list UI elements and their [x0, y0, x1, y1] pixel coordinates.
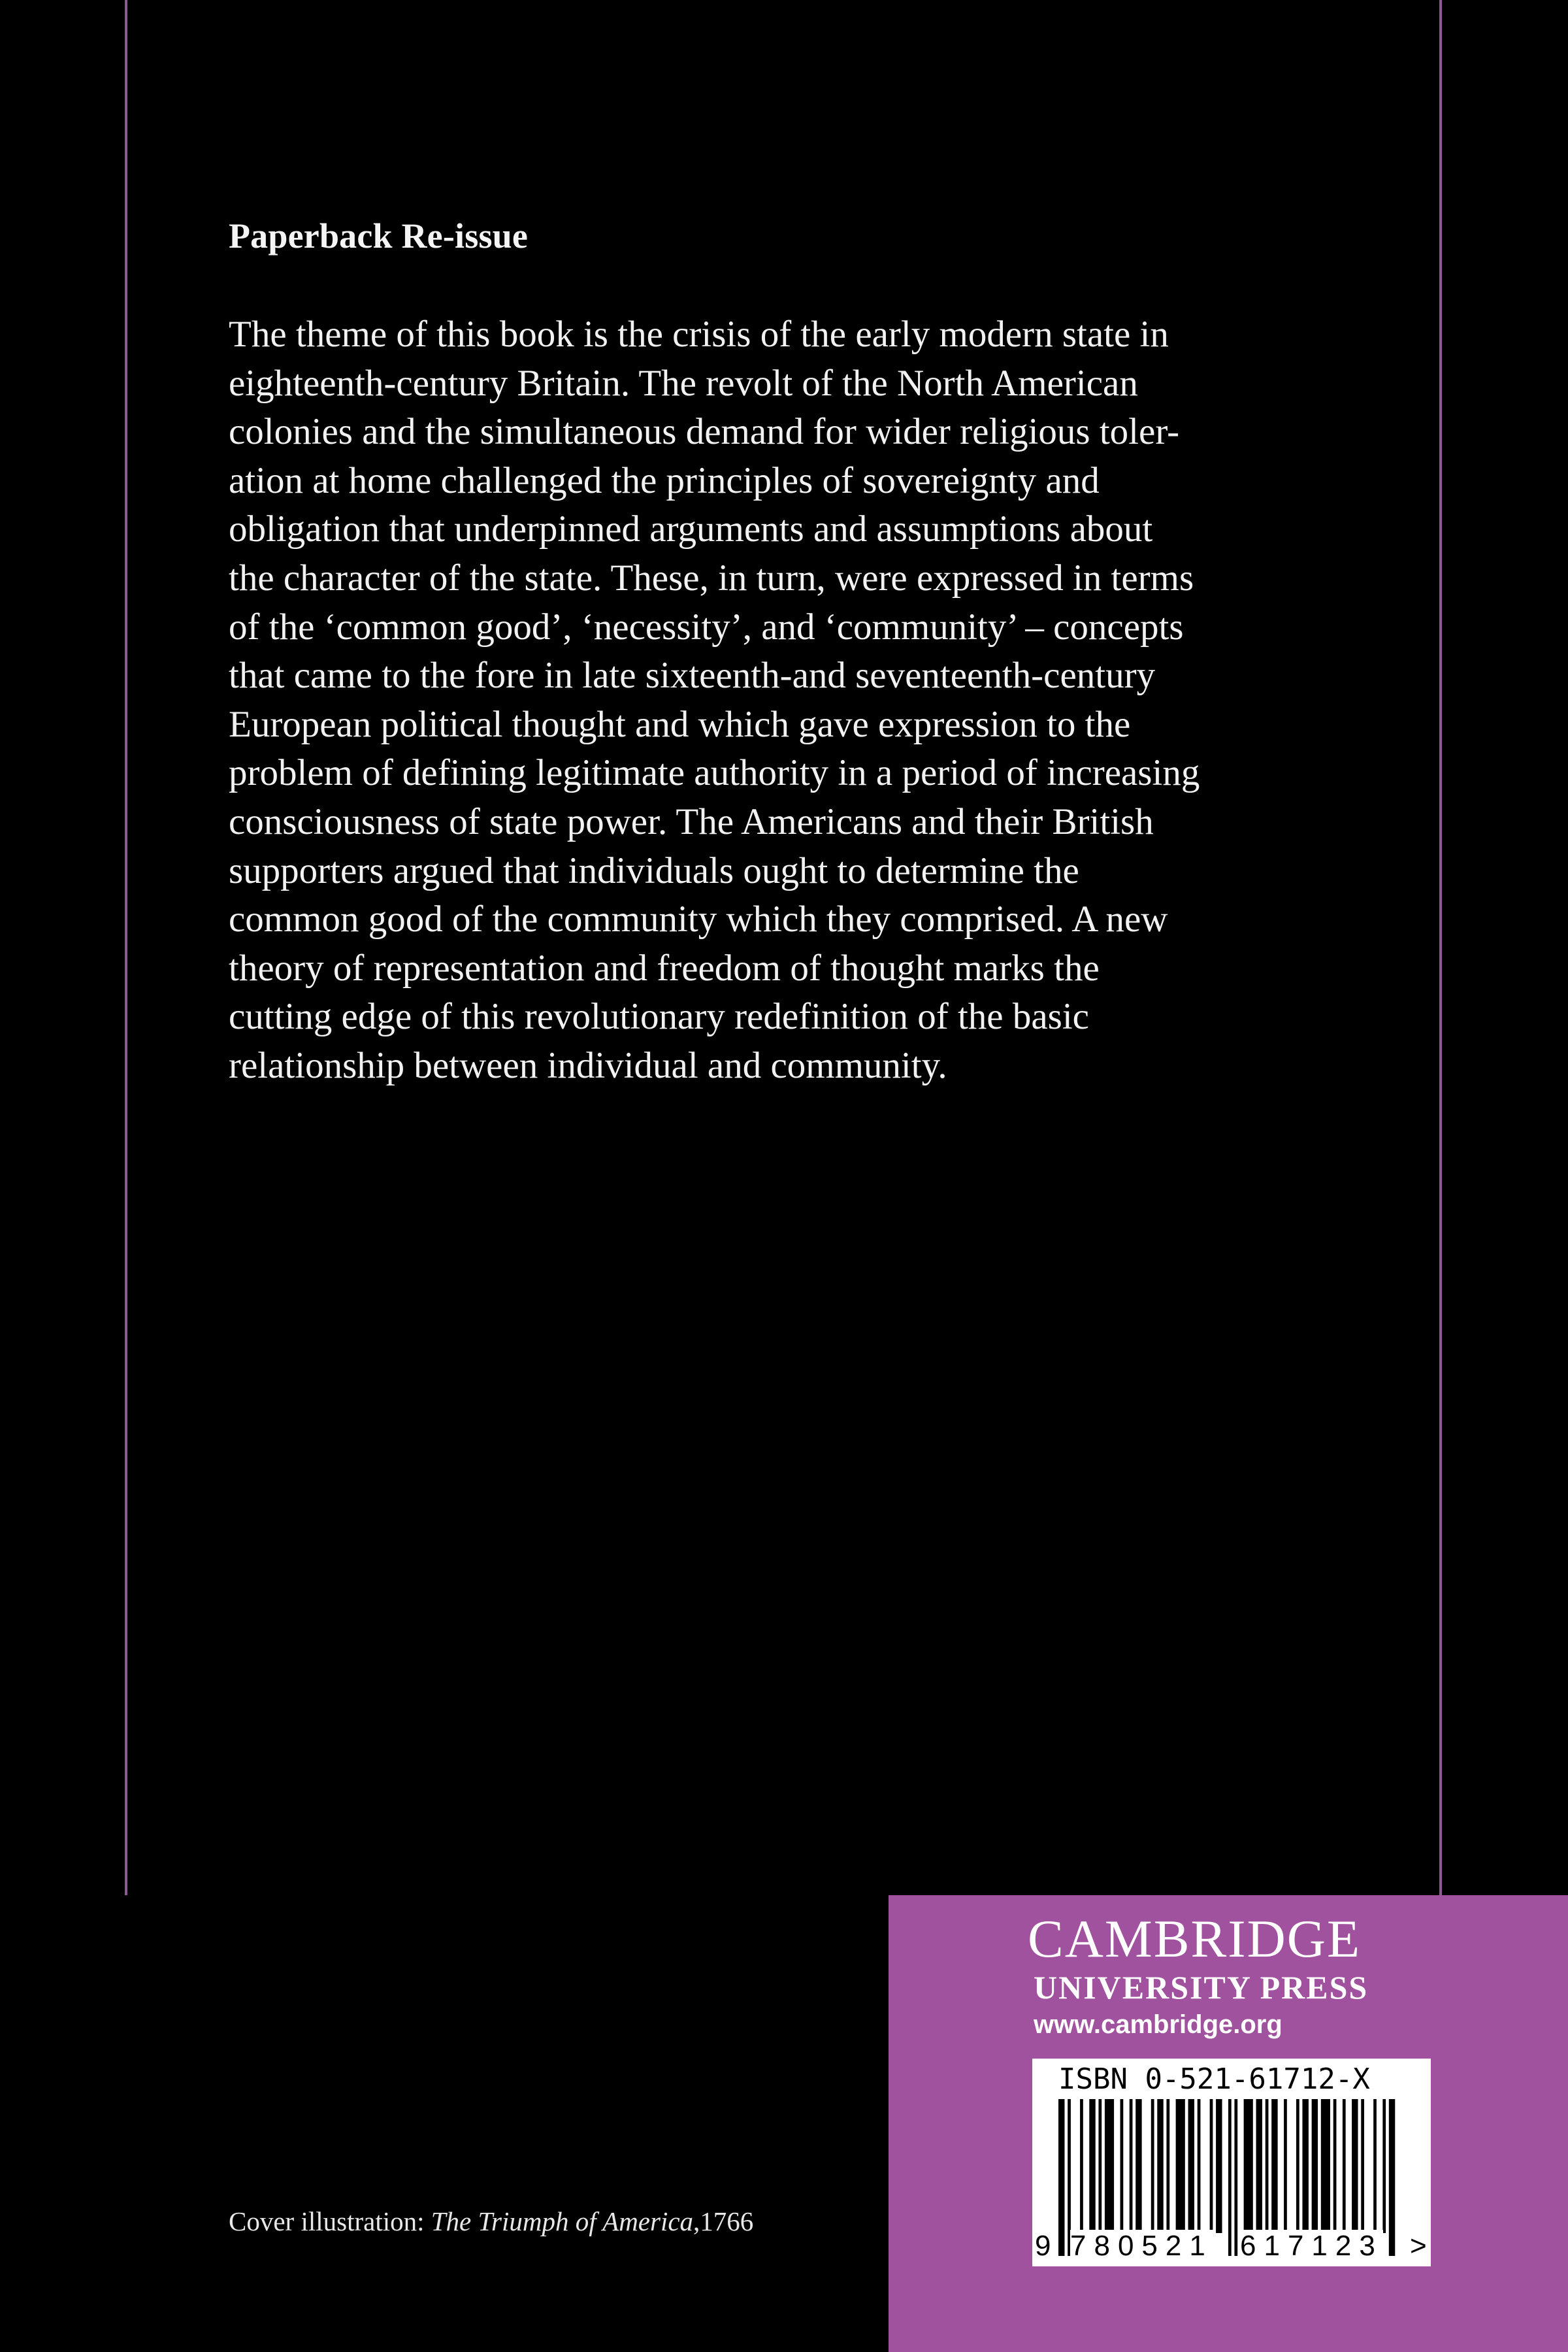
publisher-name: CAMBRIDGE [1028, 1909, 1362, 1968]
ean-group-right: 617123 [1240, 2230, 1383, 2262]
right-border-rule [1439, 0, 1442, 1895]
illustration-year: ,1766 [693, 2206, 754, 2236]
barcode-bar [1343, 2099, 1346, 2233]
barcode-bar [1216, 2099, 1222, 2233]
barcode-bar [1080, 2099, 1083, 2233]
barcode-bar [1120, 2099, 1124, 2233]
barcode-bar [1373, 2099, 1377, 2233]
ean-quiet-zone-marker: > [1410, 2230, 1427, 2262]
barcode-bar [1130, 2099, 1133, 2233]
barcode-bar [1210, 2099, 1213, 2233]
ean-lead-digit: 9 [1035, 2230, 1051, 2262]
left-border-rule [125, 0, 127, 1895]
barcode-bar [1089, 2099, 1095, 2233]
barcode-bar [1098, 2099, 1102, 2233]
barcode-bar [1157, 2099, 1163, 2233]
barcode-bar [1352, 2099, 1358, 2233]
illustration-title: The Triumph of America [431, 2206, 694, 2236]
barcode-bar [1228, 2099, 1232, 2256]
section-heading: Paperback Re-issue [229, 216, 529, 256]
barcode-bar [1266, 2099, 1269, 2233]
barcode-bar [1382, 2099, 1386, 2233]
barcode-bar [1312, 2099, 1318, 2233]
barcode-bar [1058, 2099, 1064, 2256]
barcode-bar [1296, 2099, 1299, 2233]
cover-illustration-credit [229, 2206, 753, 2237]
publisher-panel [889, 1895, 1568, 2352]
barcode-bar [1198, 2099, 1201, 2233]
ean-group-left: 780521 [1070, 2230, 1213, 2262]
book-description: The theme of this book is the crisis of the early modern state in eighteenth-century Britain. The revolt of the North American colonies and the simultaneous demand for wider religious toler- ation at home challenged the principles of sovereignty and obligation that underpinned arguments and assumptions about the character of the state. These, in turn, were expressed in terms of the ‘common good’, ‘necessity’, and ‘community’ – concepts that came to the fore in late sixteenth-and seventeenth-century European political thought and which gave expression to the problem of defining legitimate authority in a period of increasing consciousness of state power. The Americans and their British supporters argued that individuals ought to determine the common good of the community which they comprised. A new theory of representation and freedom of thought marks the cutting edge of this revolutionary redefinition of the basic relationship between individual and community. [229, 314, 1200, 1086]
barcode-bar [1166, 2099, 1169, 2233]
publisher-subtitle: UNIVERSITY PRESS [1034, 1969, 1369, 2006]
barcode-bar [1105, 2099, 1114, 2233]
barcode-bar [1389, 2099, 1395, 2256]
barcode-bar [1135, 2099, 1141, 2233]
barcode-bar [1302, 2099, 1308, 2233]
barcode-bar [1151, 2099, 1154, 2233]
isbn-label: ISBN 0-521-61712-X [1058, 2062, 1370, 2096]
barcode-bar [1188, 2099, 1194, 2233]
barcode-bar [1234, 2099, 1237, 2256]
barcode-block [1032, 2059, 1431, 2266]
barcode-bar [1361, 2099, 1364, 2233]
barcode-bar [1333, 2099, 1337, 2233]
barcode-bar [1321, 2099, 1330, 2233]
credit-prefix: Cover illustration: [229, 2206, 431, 2236]
publisher-website: www.cambridge.org [1034, 2010, 1282, 2039]
barcode-bar [1244, 2099, 1253, 2233]
barcode-bar [1256, 2099, 1262, 2233]
barcode-bar [1284, 2099, 1287, 2233]
barcode-bar [1271, 2099, 1277, 2233]
barcode-bar [1176, 2099, 1185, 2233]
